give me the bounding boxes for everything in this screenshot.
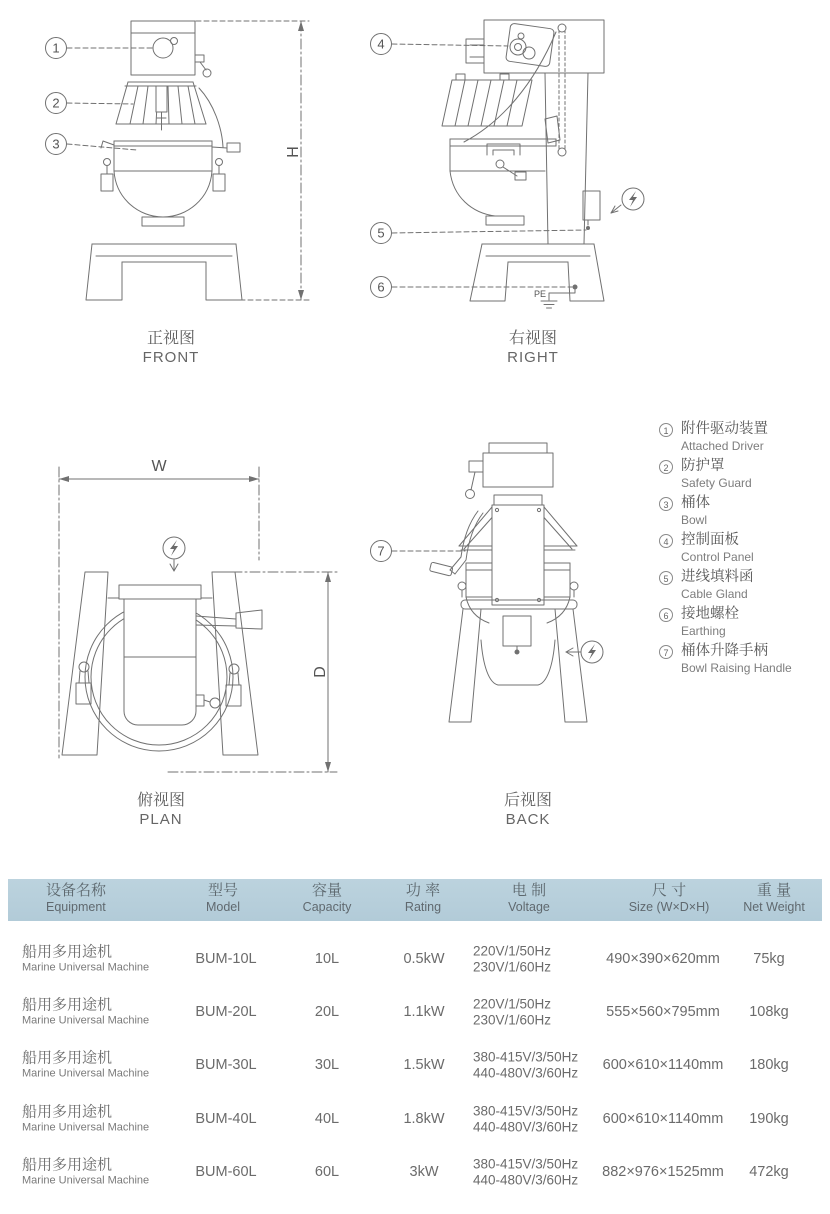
callout-5 [371,223,587,244]
legend-number-badge: 1 [659,423,673,437]
table-row [0,1095,830,1143]
right-view-caption [458,329,608,367]
legend-label-zh: 附件驱动装置 [681,421,768,437]
legend-label-zh: 桶体 [681,495,710,511]
col-header-en: Capacity [302,900,352,914]
col-header-equipment [46,882,106,915]
table-row [0,988,830,1036]
col-header-zh: 功 率 [405,882,441,899]
capacity-cell: 40L [314,1111,340,1127]
legend-item [659,495,830,527]
legend-number-badge: 4 [659,534,673,548]
model-cell: BUM-60L [195,1164,257,1180]
legend-label-en: Earthing [681,624,726,638]
callout-4 [371,34,509,55]
plan-view-caption [86,791,236,829]
pe-ground-symbol [534,285,578,309]
power-supply-icon [566,641,603,663]
callout-3 [46,134,138,155]
col-header-model [206,882,240,915]
weight-cell: 75kg [753,951,785,967]
model-cell: BUM-40L [195,1111,257,1127]
dim-label-d: D [312,666,329,678]
model-cell: BUM-30L [195,1057,257,1073]
capacity-cell: 60L [314,1164,340,1180]
equipment-en: Marine Universal Machine [22,1067,150,1080]
col-header-zh: 尺 寸 [651,882,687,899]
dim-label-h: H [285,146,302,158]
dim-label-w: W [151,458,167,475]
legend-item [659,569,830,601]
front-caption-zh: 正视图 [146,330,195,347]
back-caption-en: BACK [505,811,551,828]
col-header-zh: 容量 [311,882,343,899]
col-header-en: Size (W×D×H) [628,900,710,914]
col-header-rating [405,882,441,915]
voltage-line-1: 220V/1/50Hz [473,943,552,959]
voltage-line-1: 380-415V/3/50Hz [473,1103,579,1119]
col-header-zh: 重 量 [756,882,792,899]
back-caption-zh: 后视图 [503,792,552,809]
col-header-zh: 型号 [207,882,239,899]
voltage-cell [473,997,551,1028]
legend-item [659,643,830,675]
weight-cell: 108kg [749,1004,789,1020]
weight-cell: 190kg [749,1111,789,1127]
weight-cell: 180kg [749,1057,789,1073]
col-header-zh: 电 制 [511,882,547,899]
col-header-en: Equipment [46,900,106,914]
svg-text:3: 3 [52,136,60,152]
legend-number-badge: 7 [659,645,673,659]
legend-label-zh: 防护罩 [681,458,725,474]
legend-label-en: Safety Guard [681,476,752,490]
voltage-line-2: 230V/1/60Hz [473,1012,552,1027]
col-header-en: Voltage [508,900,550,914]
voltage-cell [473,944,551,975]
power-supply-icon [163,537,185,571]
equipment-zh: 船用多用途机 [22,996,113,1014]
equipment-cell [22,1050,149,1081]
svg-text:7: 7 [377,543,385,559]
equipment-en: Marine Universal Machine [22,961,150,974]
callout-7 [371,541,466,562]
col-header-en: Model [205,900,241,914]
capacity-cell: 30L [314,1057,340,1073]
equipment-zh: 船用多用途机 [22,943,113,961]
size-cell: 600×610×1140mm [602,1111,724,1127]
voltage-line-2: 440-480V/3/60Hz [473,1065,579,1080]
plan-view-drawing [59,458,337,772]
voltage-line-1: 220V/1/50Hz [473,996,552,1012]
svg-text:5: 5 [377,225,385,241]
equipment-zh: 船用多用途机 [22,1103,113,1121]
legend-label-zh: 进线填料函 [681,569,754,585]
capacity-cell: 20L [314,1004,340,1020]
voltage-cell [473,1157,578,1188]
legend-item [659,532,830,564]
equipment-cell [22,997,149,1028]
equipment-en: Marine Universal Machine [22,1121,150,1134]
size-cell: 882×976×1525mm [602,1164,724,1180]
svg-text:6: 6 [377,279,385,295]
col-header-zh: 设备名称 [46,882,107,899]
svg-text:4: 4 [377,36,385,52]
col-header-en: Rating [404,900,442,914]
front-caption-en: FRONT [142,349,200,366]
table-row [0,935,830,983]
right-caption-zh: 右视图 [508,330,557,347]
size-cell: 555×560×795mm [606,1004,720,1020]
parts-legend [659,421,830,680]
weight-cell: 472kg [749,1164,789,1180]
size-cell: 490×390×620mm [606,951,720,967]
table-row [0,1041,830,1089]
plan-caption-en: PLAN [139,811,183,828]
legend-number-badge: 6 [659,608,673,622]
legend-label-en: Bowl [681,513,708,527]
right-caption-en: RIGHT [507,349,559,366]
legend-label-en: Control Panel [681,550,754,564]
power-supply-icon [611,188,644,213]
svg-text:2: 2 [52,95,60,111]
legend-number-badge: 3 [659,497,673,511]
legend-item [659,458,830,490]
legend-label-zh: 控制面板 [681,532,739,548]
dimension-h [196,21,309,300]
size-cell: 600×610×1140mm [602,1057,724,1073]
col-header-capacity [303,882,352,915]
legend-label-zh: 桶体升降手柄 [681,643,768,659]
front-view-caption [96,329,246,367]
voltage-cell [473,1104,578,1135]
pe-label: PE [533,289,546,299]
legend-label-en: Cable Gland [681,587,748,601]
col-header-size [629,882,710,915]
rating-cell: 0.5kW [403,951,445,967]
equipment-en: Marine Universal Machine [22,1174,150,1187]
voltage-line-2: 440-480V/3/60Hz [473,1172,579,1187]
legend-label-zh: 接地螺栓 [681,606,739,622]
col-header-voltage [508,882,550,915]
right-view-drawing [442,20,644,308]
legend-label-en: Bowl Raising Handle [681,661,792,675]
legend-number-badge: 5 [659,571,673,585]
voltage-line-2: 230V/1/60Hz [473,959,552,974]
legend-number-badge: 2 [659,460,673,474]
voltage-line-1: 380-415V/3/50Hz [473,1156,579,1172]
equipment-zh: 船用多用途机 [22,1156,113,1174]
rating-cell: 3kW [409,1164,439,1180]
model-cell: BUM-10L [195,951,257,967]
rating-cell: 1.8kW [403,1111,445,1127]
legend-item [659,421,830,453]
svg-text:1: 1 [52,40,60,56]
rating-cell: 1.5kW [403,1057,445,1073]
equipment-cell [22,1157,149,1188]
callout-1 [46,38,153,59]
model-cell: BUM-20L [195,1004,257,1020]
voltage-cell [473,1050,578,1081]
equipment-en: Marine Universal Machine [22,1014,150,1027]
legend-label-en: Attached Driver [681,439,764,453]
back-view-caption [453,791,603,829]
voltage-line-1: 380-415V/3/50Hz [473,1049,579,1065]
voltage-line-2: 440-480V/3/60Hz [473,1119,579,1134]
back-view-drawing [429,443,603,722]
col-header-en: Net Weight [743,900,805,914]
equipment-cell [22,1104,149,1135]
spec-table-header [8,879,822,921]
capacity-cell: 10L [314,951,340,967]
front-view-drawing [86,21,242,300]
rating-cell: 1.1kW [403,1004,445,1020]
equipment-cell [22,944,149,975]
table-row [0,1148,830,1196]
legend-item [659,606,830,638]
plan-caption-zh: 俯视图 [136,792,185,809]
col-header-weight [743,882,805,915]
equipment-zh: 船用多用途机 [22,1049,113,1067]
